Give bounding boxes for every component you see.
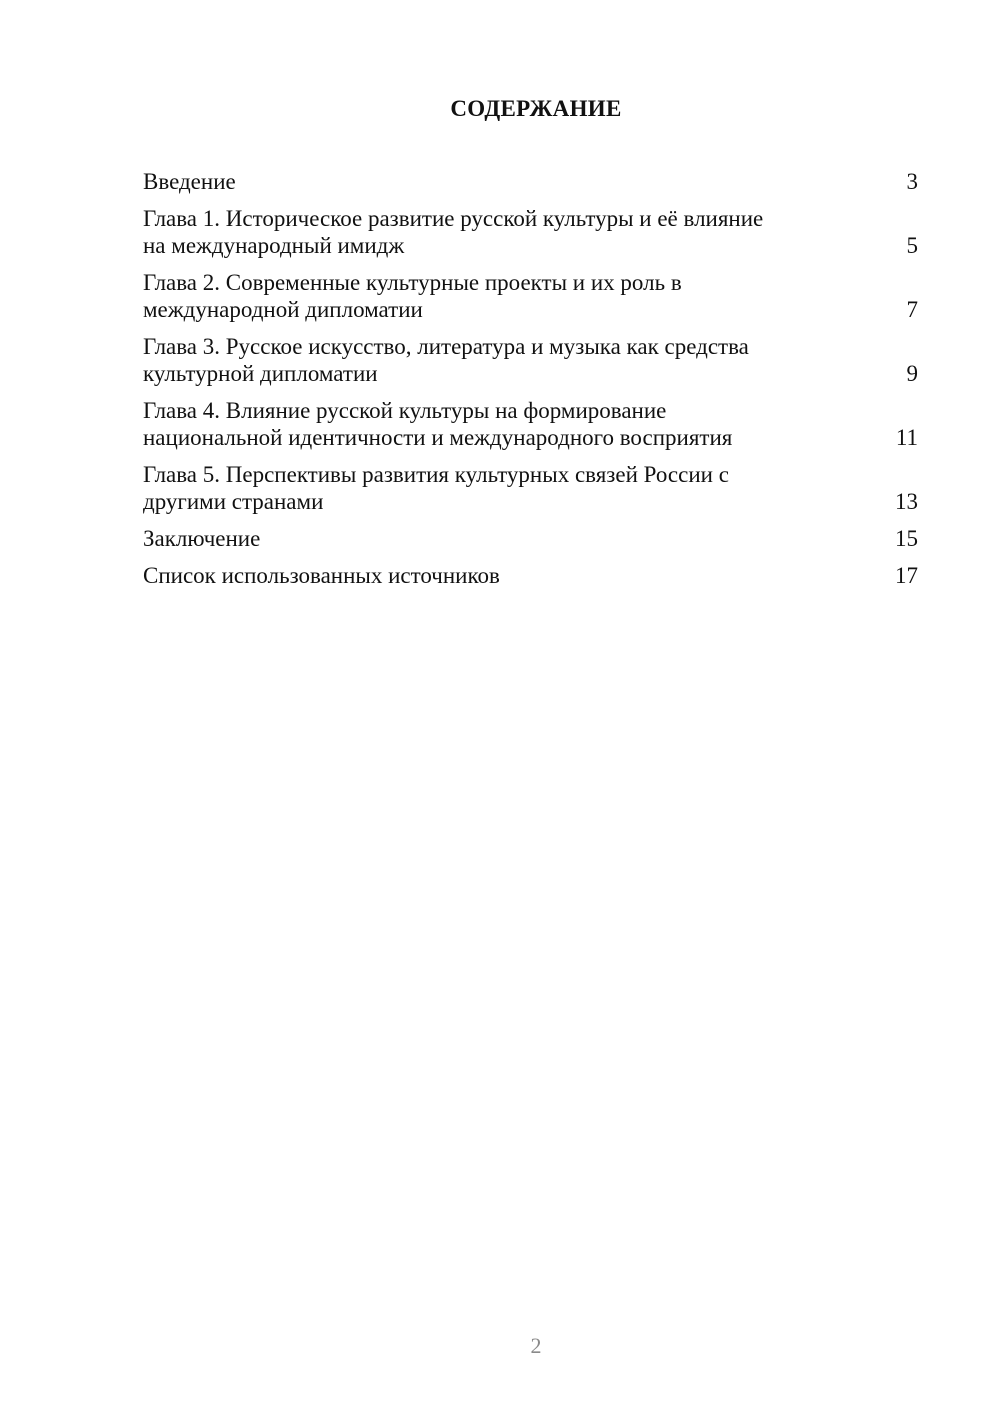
table-of-contents [143, 168, 918, 599]
toc-entry [143, 333, 918, 387]
toc-entry-line: Глава 4. Влияние русской культуры на формирование [143, 398, 667, 423]
toc-entry-page: 13 [895, 489, 918, 514]
toc-entry-text [143, 168, 236, 195]
toc-entry-line: Глава 1. Историческое развитие русской культуры и её влияние [143, 206, 764, 231]
toc-entry-line: культурной дипломатии [143, 361, 378, 386]
page-number: 2 [530, 1333, 542, 1358]
toc-entry-page: 17 [895, 563, 918, 588]
toc-entry [143, 168, 918, 195]
toc-entry-text [143, 461, 729, 515]
toc-entry-line: международной дипломатии [143, 297, 423, 322]
toc-entry-page: 5 [906, 233, 918, 258]
toc-entry-line: Глава 3. Русское искусство, литература и музыка как средства [143, 334, 749, 359]
toc-entry-line: Глава 2. Современные культурные проекты и их роль в [143, 270, 682, 295]
toc-entry-text [143, 333, 749, 387]
toc-entry-text [143, 205, 763, 259]
toc-entry [143, 269, 918, 323]
toc-entry-text [143, 397, 732, 451]
toc-entry [143, 205, 918, 259]
toc-entry-line: Список использованных источников [143, 563, 500, 588]
toc-entry-page: 9 [906, 361, 918, 386]
toc-entry-page: 7 [906, 297, 918, 322]
toc-entry [143, 525, 918, 552]
toc-entry-text [143, 562, 500, 589]
toc-entry [143, 397, 918, 451]
toc-entry-page: 15 [895, 526, 918, 551]
toc-entry-page: 3 [906, 169, 918, 194]
toc-entry-text [143, 525, 260, 552]
page-title: СОДЕРЖАНИЕ [450, 96, 622, 121]
toc-entry-line: Заключение [143, 526, 261, 551]
toc-entry-line: национальной идентичности и международного восприятия [143, 425, 733, 450]
toc-entry-text [143, 269, 682, 323]
toc-entry-line: Введение [143, 169, 236, 194]
toc-entry-line: на международный имидж [143, 233, 405, 258]
toc-entry-line: Глава 5. Перспективы развития культурных связей России с [143, 462, 729, 487]
toc-entry [143, 562, 918, 589]
toc-entry-line: другими странами [143, 489, 324, 514]
toc-entry-page: 11 [895, 425, 918, 450]
toc-entry [143, 461, 918, 515]
